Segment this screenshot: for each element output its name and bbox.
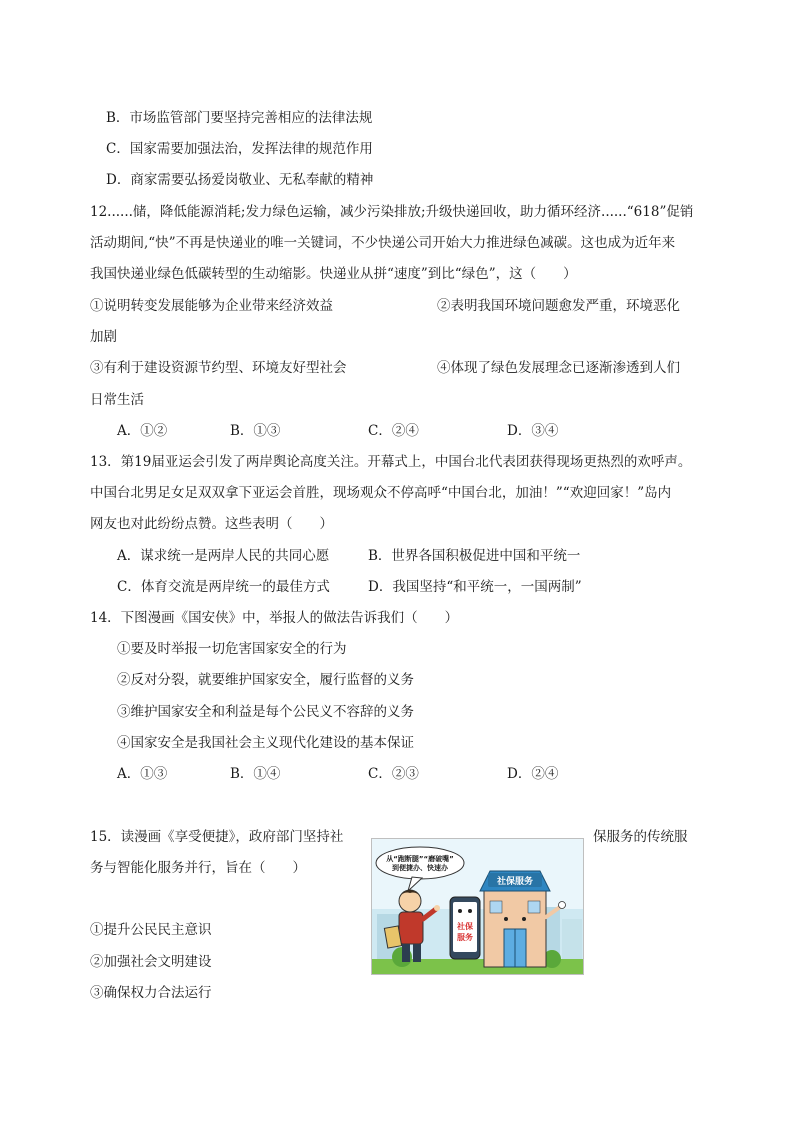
q11-option-d: D．商家需要弘扬爱岗敬业、无私奉献的精神 bbox=[106, 172, 374, 188]
q15-statement-2: ②加强社会文明建设 bbox=[90, 954, 212, 970]
q15-statement-3: ③确保权力合法运行 bbox=[90, 985, 212, 1001]
q14-statement-1: ①要及时举报一切危害国家安全的行为 bbox=[117, 641, 347, 657]
q12-statement-1: ①说明转变发展能够为企业带来经济效益 bbox=[90, 298, 333, 314]
cartoon-bubble-line-2: 到便捷办、快速办 bbox=[392, 864, 448, 872]
q12-statement-3: ③有利于建设资源节约型、环境友好型社会 bbox=[90, 360, 347, 376]
q12-choice-a: A．①② bbox=[117, 423, 168, 439]
q15-stem-right: 保服务的传统服 bbox=[593, 829, 688, 845]
cartoon-building-sign: 社保服务 bbox=[496, 877, 534, 887]
cartoon-phone-text-1: 社保 bbox=[457, 922, 473, 931]
q11-option-c: C．国家需要加强法治，发挥法律的规范作用 bbox=[106, 141, 373, 157]
q12-choice-d: D．③④ bbox=[507, 423, 559, 439]
cartoon-phone bbox=[450, 897, 480, 959]
q12-choice-c: C．②④ bbox=[368, 423, 419, 439]
q13-choice-d: D．我国坚持“和平统一，一国两制” bbox=[368, 579, 582, 595]
q13-choice-a: A．谋求统一是两岸人民的共同心愿 bbox=[117, 548, 330, 564]
q15-statement-1: ①提升公民民主意识 bbox=[90, 922, 212, 938]
q12-stem-line-1: 12......储，降低能源消耗;发力绿色运输，减少污染排放;升级快递回收，助力循环经济......“618”促销 bbox=[90, 204, 694, 220]
q12-statement-2-cont: 加剧 bbox=[90, 329, 117, 345]
q13-stem-line-3: 网友也对此纷纷点赞。这些表明（ ） bbox=[90, 516, 333, 532]
q14-statement-4: ④国家安全是我国社会主义现代化建设的基本保证 bbox=[117, 735, 414, 751]
q11-option-b: B．市场监管部门要坚持完善相应的法律法规 bbox=[106, 110, 373, 126]
cartoon-phone-text-2: 服务 bbox=[457, 933, 473, 942]
q14-statement-3: ③维护国家安全和利益是每个公民义不容辞的义务 bbox=[117, 704, 414, 720]
q12-choice-b: B．①③ bbox=[230, 423, 281, 439]
q14-choice-c: C．②③ bbox=[368, 766, 419, 782]
q14-choice-a: A．①③ bbox=[117, 766, 168, 782]
q12-statement-4: ④体现了绿色发展理念已逐渐渗透到人们 bbox=[437, 360, 680, 376]
q15-stem-left: 15．读漫画《享受便捷》，政府部门坚持社 bbox=[90, 829, 344, 845]
q13-stem-line-2: 中国台北男足女足双双拿下亚运会首胜，现场观众不停高呼“中国台北，加油！”“欢迎回家！”岛内 bbox=[90, 485, 672, 501]
q12-stem-line-3: 我国快递业绿色低碳转型的生动缩影。快递业从拼“速度”到比“绿色”，这（ ） bbox=[90, 266, 577, 282]
q13-stem-line-1: 13．第19届亚运会引发了两岸舆论高度关注。开幕式上，中国台北代表团获得现场更热烈的欢呼声。 bbox=[90, 454, 692, 470]
cartoon-image bbox=[371, 838, 584, 975]
cartoon-bubble-line-1: 从“跑断腿”“磨破嘴” bbox=[386, 855, 454, 863]
q14-choice-b: B．①④ bbox=[230, 766, 281, 782]
q12-stem-line-2: 活动期间,“快”不再是快递业的唯一关键词，不少快递公司开始大力推进绿色减碳。这也成为近年来 bbox=[90, 235, 676, 251]
q15-stem-line-2: 务与智能化服务并行，旨在（ ） bbox=[90, 860, 306, 876]
q14-statement-2: ②反对分裂，就要维护国家安全，履行监督的义务 bbox=[117, 672, 414, 688]
q14-stem: 14．下图漫画《国安侠》中，举报人的做法告诉我们（ ） bbox=[90, 610, 459, 626]
q12-statement-2: ②表明我国环境问题愈发严重，环境恶化 bbox=[437, 298, 680, 314]
q14-choice-d: D．②④ bbox=[507, 766, 559, 782]
q12-statement-4-cont: 日常生活 bbox=[90, 392, 144, 408]
q13-choice-b: B．世界各国积极促进中国和平统一 bbox=[368, 548, 581, 564]
q13-choice-c: C．体育交流是两岸统一的最佳方式 bbox=[117, 579, 330, 595]
